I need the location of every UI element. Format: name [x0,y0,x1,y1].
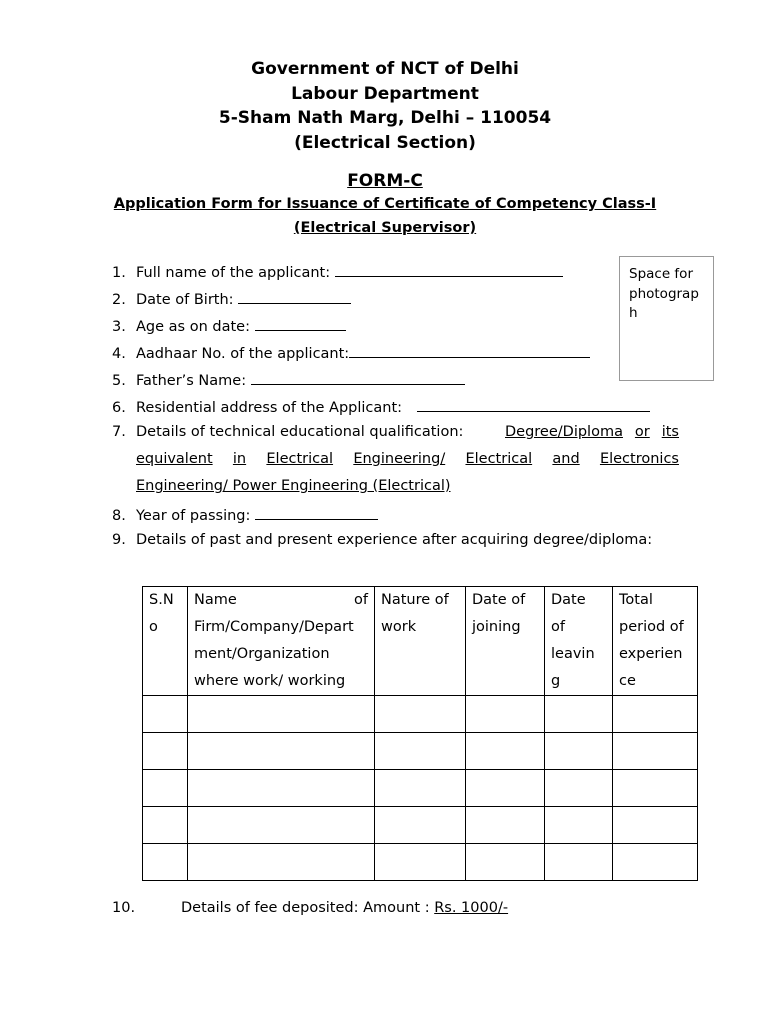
table-cell[interactable] [143,844,188,881]
item-address [112,397,650,416]
table-cell[interactable] [188,733,375,770]
table-cell[interactable] [375,844,466,881]
table-cell[interactable] [143,807,188,844]
table-cell[interactable] [375,696,466,733]
item-label: Residential address of the Applicant: [136,400,407,416]
table-cell[interactable] [545,696,613,733]
item-full-name [112,262,563,281]
header-text: experien [619,646,683,662]
table-cell[interactable] [143,733,188,770]
table-cell[interactable] [545,807,613,844]
item-aadhaar [112,343,590,362]
header-date-leaving [545,587,613,696]
full-name-field[interactable] [335,262,563,277]
table-cell[interactable] [545,770,613,807]
subtitle-line-1: Application Form for Issuance of Certificate of Competency Class-I [113,196,657,212]
header-text: Nature of [381,592,449,608]
table-cell[interactable] [613,807,698,844]
header-name [188,587,375,696]
table-cell[interactable] [545,733,613,770]
header-text: work [381,619,417,635]
item-label: Full name of the applicant: [136,265,335,281]
qualification-word: or [634,424,650,440]
table-cell[interactable] [466,844,545,881]
item-number: 5. [112,373,126,389]
form-title: FORM-C [347,171,423,191]
header-text: Total [619,592,653,608]
office-header [0,57,770,155]
header-text: where work/ working [194,673,346,689]
header-text: joining [472,619,521,635]
experience-table [142,586,698,881]
table-cell[interactable] [375,770,466,807]
fee-details [181,900,508,916]
qualification-word: Degree/Diploma [505,424,623,440]
table-cell[interactable] [375,733,466,770]
address-field[interactable] [417,397,650,412]
header-line-3: 5-Sham Nath Marg, Delhi – 110054 [218,108,552,128]
fee-amount: Rs. 1000/- [434,900,509,916]
header-text: o [149,619,158,635]
header-line-1: Government of NCT of Delhi [251,59,519,79]
item-label: Date of Birth: [136,292,239,308]
item-label: Age as on date: [136,319,255,335]
item-number: 6. [112,400,126,416]
aadhaar-field[interactable] [349,343,590,358]
qualification-word: in [232,451,247,467]
header-text: Name of [194,592,368,608]
year-of-passing-field[interactable] [255,505,378,520]
item-number: 9. [112,532,126,548]
item-label: Year of passing: [136,508,256,524]
table-cell[interactable] [466,807,545,844]
table-cell[interactable] [613,770,698,807]
table-header-row [143,587,698,696]
header-text: of [551,619,565,635]
header-text: g [551,673,561,689]
table-cell[interactable] [466,733,545,770]
table-cell[interactable] [613,844,698,881]
item-label: Aadhaar No. of the applicant: [136,346,350,362]
item-number: 4. [112,346,126,362]
header-nature [375,587,466,696]
item-label: Details of technical educational qualification: [136,424,464,440]
fee-number: 10. [112,900,136,916]
table-cell[interactable] [188,844,375,881]
header-text: period of [619,619,684,635]
qualification-word: its [661,424,679,440]
qualification-word: equivalent [136,451,213,467]
age-field[interactable] [255,316,346,331]
table-cell[interactable] [613,696,698,733]
qualification-line-1 [505,424,679,440]
item-number: 8. [112,508,126,524]
table-row [143,770,698,807]
header-text: leavin [551,646,595,662]
item-experience [112,532,652,548]
header-text: S.N [149,592,174,608]
table-row [143,696,698,733]
qualification-word: and [552,451,580,467]
table-row [143,844,698,881]
item-qualification [112,424,463,440]
table-cell[interactable] [613,733,698,770]
header-text: ce [619,673,636,689]
item-label: Father’s Name: [136,373,251,389]
photo-box[interactable]: Space for photograph [619,256,714,381]
qualification-line-2 [136,451,679,467]
item-age [112,316,346,335]
qualification-line-3: Engineering/ Power Engineering (Electrical) [136,478,451,494]
table-cell[interactable] [375,807,466,844]
qualification-word: Electrical [465,451,533,467]
header-sno [143,587,188,696]
header-text: Date [551,592,586,608]
header-line-2: Labour Department [291,83,479,104]
table-cell[interactable] [545,844,613,881]
table-cell[interactable] [466,770,545,807]
qualification-word: Electronics [599,451,679,467]
qualification-word: Engineering/ [353,451,446,467]
subtitle-line-2: (Electrical Supervisor) [293,220,477,236]
table-row [143,807,698,844]
header-text: ment/Organization [194,646,330,662]
item-father-name [112,370,465,389]
father-name-field[interactable] [251,370,465,385]
item-number: 1. [112,265,126,281]
table-row [143,733,698,770]
table-cell[interactable] [188,770,375,807]
item-year-of-passing [112,505,378,524]
item-number: 2. [112,292,126,308]
table-cell[interactable] [188,807,375,844]
table-cell[interactable] [143,696,188,733]
item-label: Details of past and present experience after acquiring degree/diploma: [136,532,653,548]
table-cell[interactable] [188,696,375,733]
item-date-of-birth [112,289,351,308]
header-total-period [613,587,698,696]
date-of-birth-field[interactable] [238,289,351,304]
header-date-joining [466,587,545,696]
table-cell[interactable] [143,770,188,807]
item-number: 7. [112,424,126,440]
header-text: Firm/Company/Depart [194,619,354,635]
qualification-word: Electrical [266,451,334,467]
table-cell[interactable] [466,696,545,733]
fee-label: Details of fee deposited: Amount : [181,900,435,916]
header-text: Date of [472,592,526,608]
header-line-4: (Electrical Section) [294,132,476,153]
item-number: 3. [112,319,126,335]
